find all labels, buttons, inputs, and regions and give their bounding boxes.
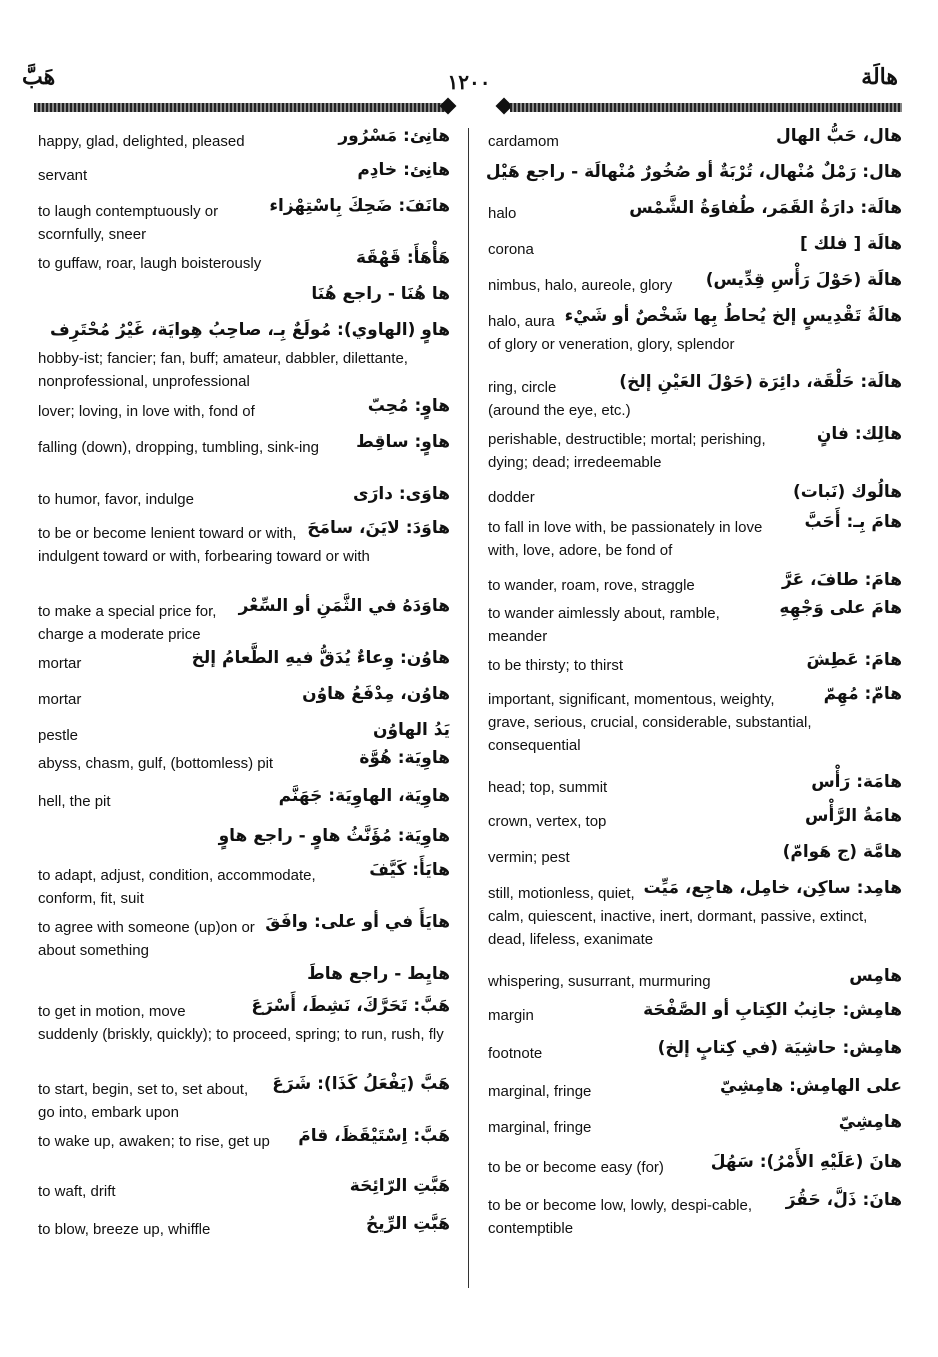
entry-arabic: هَبَّتِ الرّائِحَة [349,1176,450,1196]
entry-arabic: هَأْهَأَ: قَهْقَهَ [356,248,450,268]
entry-english: to laugh contemptuously or scornfully, sneer [38,200,450,246]
entry-english: servant [38,164,450,187]
entry-english: crown, vertex, top [488,810,902,833]
entry-english: hell, the pit [38,790,450,813]
entry-arabic: هالَة (حَوْلَ رَأْسِ قِدِّيس) [705,270,902,290]
entry-arabic: هامَة: رَأْس [811,772,902,792]
entry-arabic: هامّ: مُهِمّ [823,684,902,704]
entry-english: lover; loving, in love with, fond of [38,400,450,423]
dictionary-entry [38,248,450,275]
entry-english: to wake up, awaken; to rise, get up [38,1130,450,1153]
entry-arabic: هانِئ: مَسْرُور [338,126,450,146]
dictionary-entry [38,518,450,568]
dictionary-entry [38,484,450,511]
entry-arabic: هاوِيَة: مُؤَنَّثُ هاوٍ - راجع هاوٍ [218,826,450,846]
entry-english: mortar [38,688,450,711]
dictionary-entry [38,126,450,153]
entry-english: corona [488,238,902,261]
entry-arabic: هَبَّ: اِسْتَيْقَظَ، قامَ [298,1126,450,1146]
dictionary-entry [488,234,902,261]
guide-word-left: هَبَّ [22,64,56,90]
dictionary-entry [38,160,450,187]
entry-arabic: هامَّة (ج هَوامّ) [782,842,902,862]
dictionary-entry [38,1214,450,1241]
entry-english: nimbus, halo, aureole, glory [488,274,902,297]
entry-english: halo, aura of glory or veneration, glory, splendor [488,310,902,356]
entry-arabic: هانَ: ذَلَّ، حَقُرَ [785,1190,902,1210]
entry-arabic: يَدُ الهاوُن [372,720,450,740]
dictionary-entry [488,270,902,297]
dictionary-entry [488,570,902,597]
dictionary-entry [488,1000,902,1027]
entry-arabic: هاوِيَة، الهاوِيَة: جَهَنَّم [278,786,450,806]
entry-english: to agree with someone (up)on or about something [38,916,450,962]
entry-arabic: هامَ: طافَ، عَرَّ [781,570,902,590]
entry-arabic: هايَأَ: كَيَّفَ [369,860,450,880]
entry-arabic: هاوَى: دارَى [353,484,450,504]
entry-arabic: هالَة [ فلك ] [799,234,902,254]
entry-english: to guffaw, roar, laugh boisterously [38,252,450,275]
dictionary-entry [488,1038,902,1065]
entry-english: falling (down), dropping, tumbling, sink-ing [38,436,450,459]
entry-arabic: هاوُن: وِعاءٌ يُدَقُّ فيهِ الطَّعامُ إلخ [191,648,450,668]
dictionary-entry [38,684,450,711]
dictionary-entry [488,772,902,799]
entry-english: to make a special price for, charge a moderate price [38,600,450,646]
entry-arabic: هامَ على وَجْهِهِ [779,598,902,618]
entry-english: vermin; pest [488,846,902,869]
entry-arabic: هامَ: عَطِشَ [806,650,902,670]
entry-english: head; top, summit [488,776,902,799]
dictionary-entry [38,1126,450,1153]
dictionary-entry [38,1074,450,1124]
dictionary-entry [488,512,902,562]
entry-arabic: هامَ بِـ: أَحَبَّ [804,512,902,532]
entry-arabic: هامِشِيّ [838,1112,902,1132]
entry-english: to be or become easy (for) [488,1156,902,1179]
entry-english: marginal, fringe [488,1080,902,1103]
entry-arabic: هاوَدَهُ في الثَّمَنِ أو السِّعْر [238,596,450,616]
dictionary-entry [488,372,902,422]
entry-english: ring, circle (around the eye, etc.) [488,376,902,422]
guide-word-right: هالَة [861,64,898,90]
entry-english: margin [488,1004,902,1027]
entry-arabic: هانِئ: خادِم [357,160,450,180]
entry-english: perishable, destructible; mortal; perishing, dying; dead; irredeemable [488,428,902,474]
dictionary-entry [488,482,902,509]
entry-english: cardamom [488,130,902,153]
dictionary-entry [488,424,902,474]
entry-arabic: هَبَّ: تَحَرَّكَ، نَشِطَ، أَسْرَعَ [251,996,450,1016]
entry-english: halo [488,202,902,225]
entry-arabic: هامِد: ساكِن، خامِل، هاجِع، مَيِّت [643,878,902,898]
entry-english: to adapt, adjust, condition, accommodate, conform, fit, suit [38,864,450,910]
dictionary-entry [488,306,902,356]
dictionary-entry [38,196,450,246]
dictionary-entry [488,198,902,225]
column-divider [468,128,469,1288]
entry-arabic: هامَةُ الرَّأْس [805,806,902,826]
dictionary-entry [488,842,902,869]
entry-english: happy, glad, delighted, pleased [38,130,450,153]
dictionary-entry [488,650,902,677]
entry-arabic: هاوَدَ: لايَنَ، سامَحَ [307,518,450,538]
dictionary-entry [38,748,450,775]
entry-english: marginal, fringe [488,1116,902,1139]
dictionary-entry [488,878,902,951]
dictionary-entry [38,432,450,459]
entry-arabic: هامِس [849,966,902,986]
entry-english: to be or become lenient toward or with, indulgent toward or with, forbearing toward or with [38,522,450,568]
entry-english: to waft, drift [38,1180,450,1203]
entry-english: to get in motion, move suddenly (briskly, quickly); to proceed, spring; to run, rush, fly [38,1000,450,1046]
entry-arabic: هاوِيَة: هُوَّة [359,748,450,768]
entry-english: to humor, favor, indulge [38,488,450,511]
entry-english: hobby-ist; fancier; fan, buff; amateur, dabbler, dilettante, nonprofessional, unprofessional [38,324,450,393]
entry-arabic: على الهامِش: هامِشِيّ [720,1076,902,1096]
dictionary-entry [38,860,450,910]
entry-english: footnote [488,1042,902,1065]
dictionary-entry [488,126,902,153]
entry-english: whispering, susurrant, murmuring [488,970,902,993]
entry-arabic: هالُوك (نَبات) [792,482,902,502]
entry-arabic: ها هُنَا - راجع هُنَا [311,284,450,304]
entry-arabic: هاوُن، مِدْفَعُ هاوُن [302,684,450,704]
dictionary-entry [38,720,450,747]
page-number: ١٢٠٠ [447,70,491,94]
entry-arabic: هال: رَمْلٌ مُنْهال، تُرْبَةٌ أو صُخُورٌ مُنْهالَة - راجع هَيْل [485,162,902,182]
dictionary-entry [38,648,450,675]
entry-english: dodder [488,486,902,509]
dictionary-entry [488,1112,902,1139]
entry-english: still, motionless, quiet, calm, quiescent, inactive, inert, dormant, passive, extinct, dead, lifeless, exanimate [488,882,902,951]
entry-english: abyss, chasm, gulf, (bottomless) pit [38,752,450,775]
entry-arabic: هاوٍ: ساقِط [356,432,450,452]
dictionary-entry [38,396,450,423]
entry-arabic: هالَةُ تَقْدِيسٍ إلخ يُحاطُ بِها شَخْصٌ أو شَيْء [564,306,902,326]
dictionary-entry [488,684,902,757]
entry-english: to wander, roam, rove, straggle [488,574,902,597]
dictionary-entry [38,596,450,646]
entry-arabic: هاوٍ: مُحِبّ [367,396,450,416]
entry-english: to fall in love with, be passionately in love with, love, adore, be fond of [488,516,902,562]
entry-arabic: هايِط - راجع هاطَ [307,964,450,984]
entry-arabic: هامِش: جانِبُ الكِتابِ أو الصَّفْحَة [643,1000,902,1020]
header-rule-right [510,103,902,112]
dictionary-entry [488,1076,902,1103]
dictionary-entry [488,806,902,833]
entry-arabic: هَبَّ (يَفْعَلُ كَذَا): شَرَعَ [272,1074,450,1094]
dictionary-entry [38,320,450,393]
entry-arabic: هال، حَبُّ الهال [775,126,902,146]
dictionary-entry [488,598,902,648]
entry-english: to be thirsty; to thirst [488,654,902,677]
entry-arabic: هانَ (عَلَيْهِ الأَمْرُ): سَهُلَ [710,1152,902,1172]
entry-english: mortar [38,652,450,675]
dictionary-entry [488,966,902,993]
entry-english: to be or become low, lowly, despi-cable, contemptible [488,1194,902,1240]
dictionary-entry [488,1190,902,1240]
entry-english: to blow, breeze up, whiffle [38,1218,450,1241]
entry-arabic: هايَأَ في أو على: وافَقَ [265,912,450,932]
dictionary-entry [38,996,450,1046]
dictionary-entry [38,912,450,962]
entry-arabic: هاوٍ (الهاوي): مُولَعٌ بِـ، صاحِبُ هِوايَة، غَيْرُ مُحْتَرِف [50,320,450,340]
dictionary-entry [488,1152,902,1179]
entry-arabic: هالِك: فانٍ [816,424,902,444]
entry-english: to wander aimlessly about, ramble, meander [488,602,902,648]
entry-arabic: هامِش: حاشِيَة (في كِتابٍ إلخ) [657,1038,902,1058]
entry-english: important, significant, momentous, weighty, grave, serious, crucial, considerable, substantial, consequential [488,688,902,757]
entry-arabic: هانَفَ: ضَحِكَ بِاسْتِهْزاء [269,196,450,216]
entry-arabic: هالَة: حَلْقَة، دائِرَة (حَوْلَ العَيْنِ إلخ) [619,372,902,392]
entry-english: pestle [38,724,450,747]
entry-arabic: هالَة: دارَةُ القَمَر، طُفاوَةُ الشَّمْس [629,198,902,218]
dictionary-entry [38,786,450,813]
header-rule-left [34,103,446,112]
dictionary-entry [38,1176,450,1203]
entry-english: to start, begin, set to, set about, go into, embark upon [38,1078,450,1124]
entry-arabic: هَبَّتِ الرِّيحُ [365,1214,450,1234]
